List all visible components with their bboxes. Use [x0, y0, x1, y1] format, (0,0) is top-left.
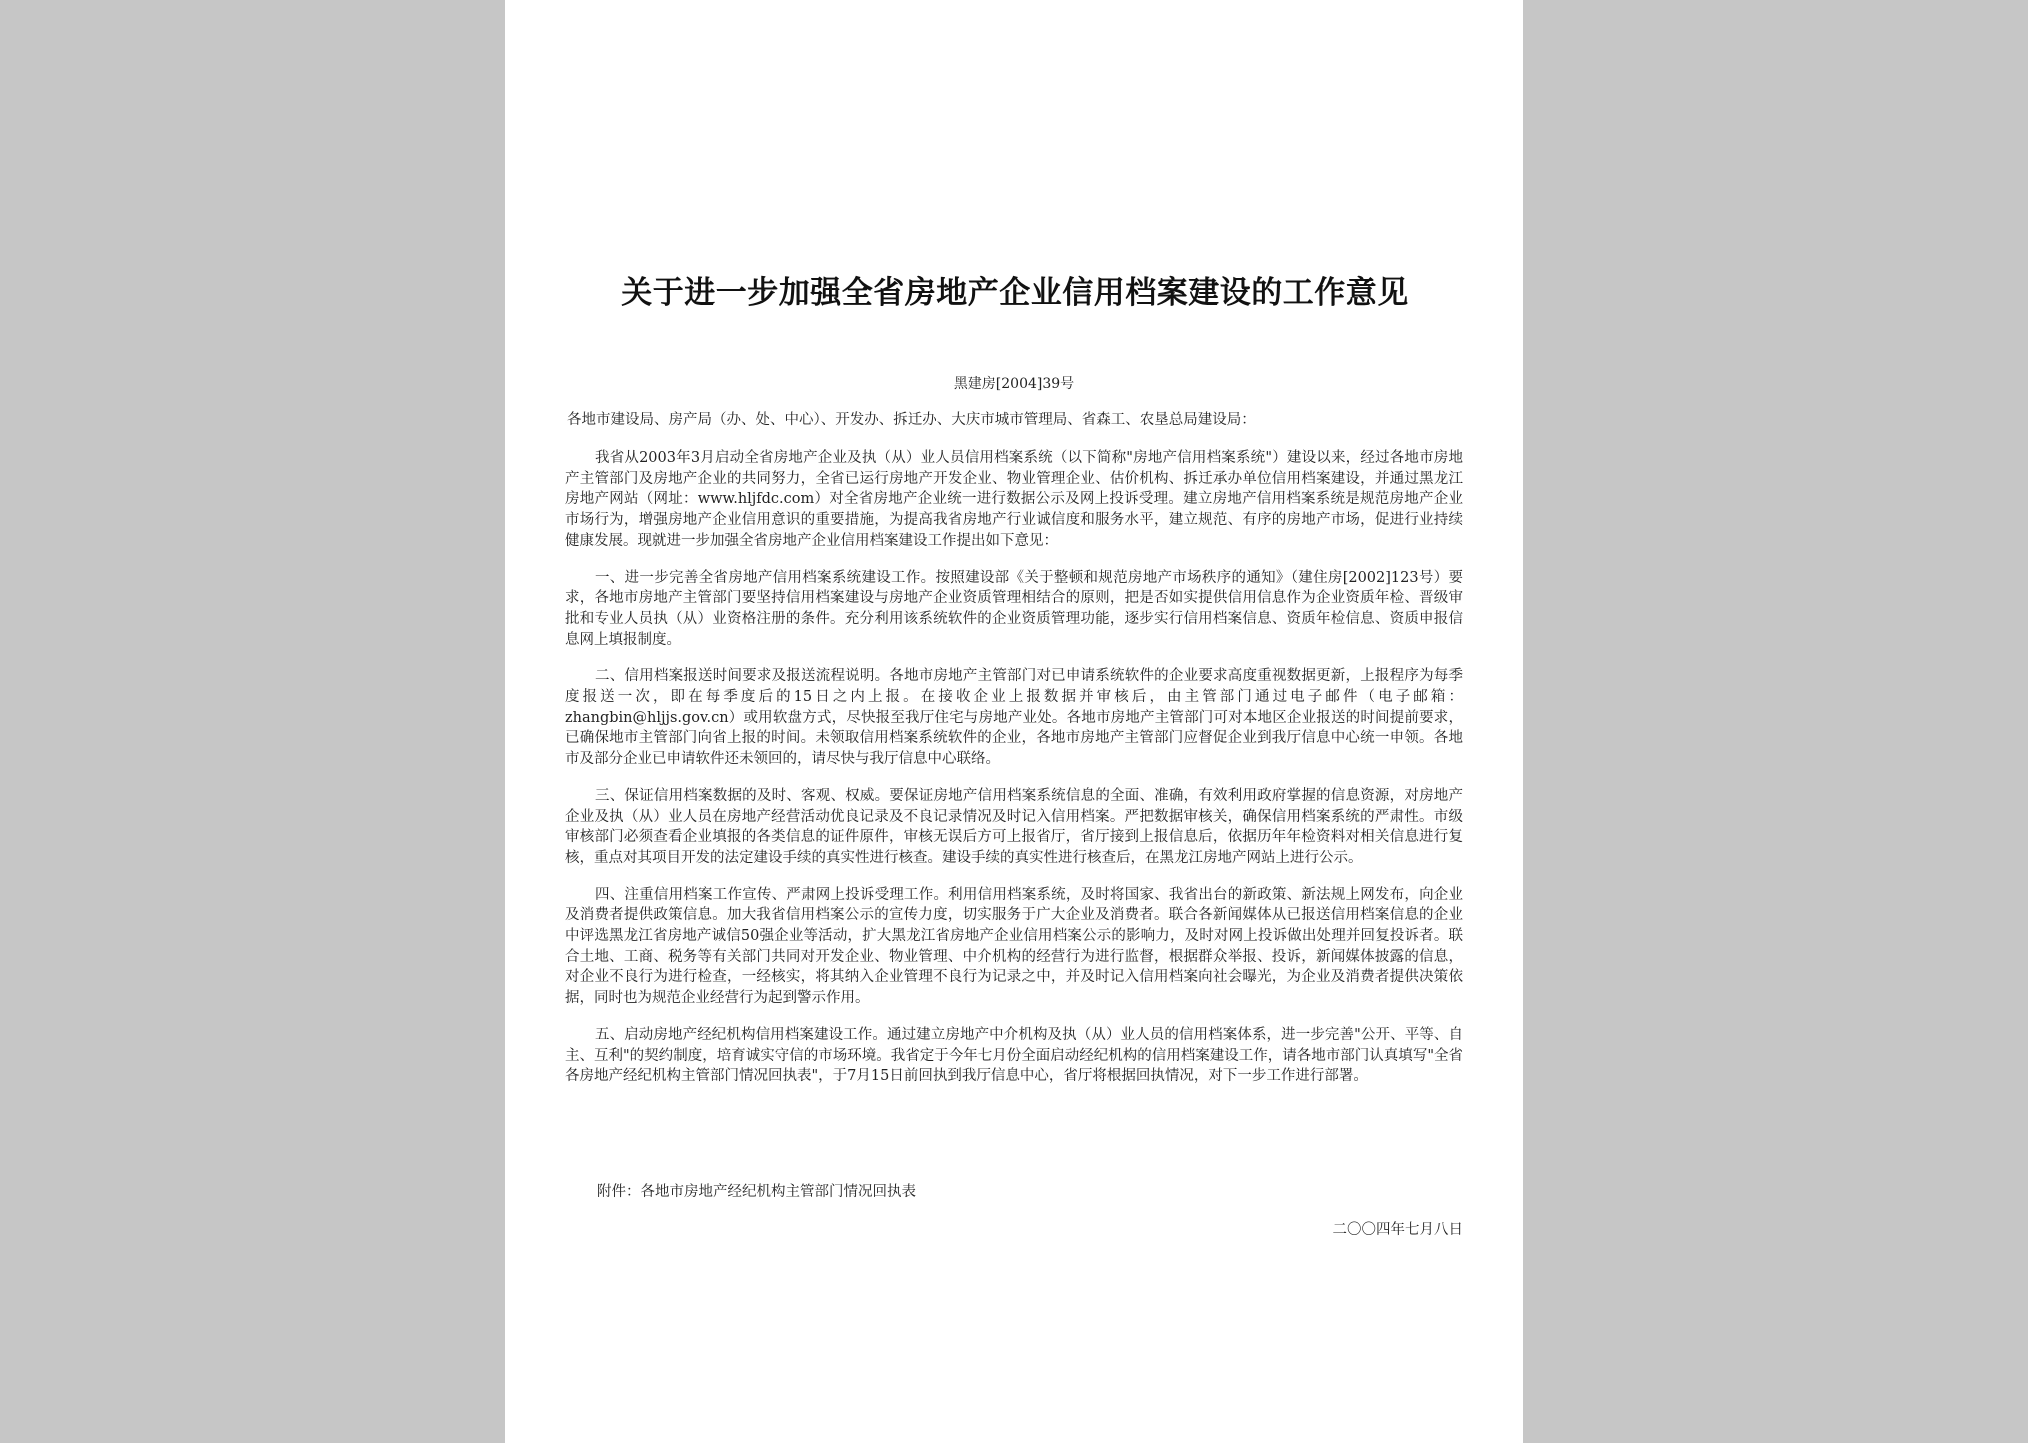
document-number: 黑建房[2004]39号: [953, 376, 1075, 392]
section-five-paragraph: 五、启动房地产经纪机构信用档案建设工作。通过建立房地产中介机构及执（从）业人员的信用档案体系，进一步完善"公开、平等、自主、互利"的契约制度，培育诚实守信的市场环境。我省定于今年七月份全面启动经纪机构的信用档案建设工作，请各地市部门认真填写"全省各房地产经纪机构主管部门情况回执表"，于7月15日前回执到我厅信息中心，省厅将根据回执情况，对下一步工作进行部署。: [565, 1026, 1463, 1085]
intro-paragraph: 我省从2003年3月启动全省房地产企业及执（从）业人员信用档案系统（以下简称"房地产信用档案系统"）建设以来，经过各地市房地产主管部门及房地产企业的共同努力，全省已运行房地产开发企业、物业管理企业、估价机构、拆迁承办单位信用档案建设，并通过黑龙江房地产网站（网址：www.hljfdc.com）对全省房地产企业统一进行数据公示及网上投诉受理。建立房地产信用档案系统是规范房地产企业市场行为，增强房地产企业信用意识的重要措施，为提高我省房地产行业诚信度和服务水平，建立规范、有序的房地产市场，促进行业持续健康发展。现就进一步加强全省房地产企业信用档案建设工作提出如下意见：: [565, 450, 1463, 549]
document-page: [505, 0, 1523, 1443]
section-three-paragraph: 三、保证信用档案数据的及时、客观、权威。要保证房地产信用档案系统信息的全面、准确，有效利用政府掌握的信息资源，对房地产企业及执（从）业人员在房地产经营活动优良记录及不良记录情况及时记入信用档案。严把数据审核关，确保信用档案系统的严肃性。市级审核部门必须查看企业填报的各类信息的证件原件，审核无误后方可上报省厅，省厅接到上报信息后，依据历年年检资料对相关信息进行复核，重点对其项目开发的法定建设手续的真实性进行核查。建设手续的真实性进行核查后，在黑龙江房地产网站上进行公示。: [565, 787, 1463, 866]
section-one-paragraph: 一、进一步完善全省房地产信用档案系统建设工作。按照建设部《关于整顿和规范房地产市场秩序的通知》（建住房[2002]123号）要求，各地市房地产主管部门要坚持信用档案建设与房地产企业资质管理相结合的原则，把是否如实提供信用信息作为企业资质年检、晋级审批和专业人员执（从）业资格注册的条件。充分利用该系统软件的企业资质管理功能，逐步实行信用档案信息、资质年检信息、资质申报信息网上填报制度。: [565, 569, 1463, 648]
document-title: 关于进一步加强全省房地产企业信用档案建设的工作意见: [621, 275, 1409, 311]
section-four-paragraph: 四、注重信用档案工作宣传、严肃网上投诉受理工作。利用信用档案系统，及时将国家、我省出台的新政策、新法规上网发布，向企业及消费者提供政策信息。加大我省信用档案公示的宣传力度，切实服务于广大企业及消费者。联合各新闻媒体从已报送信用档案信息的企业中评选黑龙江省房地产诚信50强企业等活动，扩大黑龙江省房地产企业信用档案公示的影响力，及时对网上投诉做出处理并回复投诉者。联合土地、工商、税务等有关部门共同对开发企业、物业管理、中介机构的经营行为进行监督，根据群众举报、投诉，新闻媒体披露的信息，对企业不良行为进行检查，一经核实，将其纳入企业管理不良行为记录之中，并及时记入信用档案向社会曝光，为企业及消费者提供决策依据，同时也为规范企业经营行为起到警示作用。: [565, 886, 1463, 1007]
document-body: [565, 448, 1463, 1103]
document-date: 二〇〇四年七月八日: [1332, 1222, 1463, 1238]
attachment-line: 附件：各地市房地产经纪机构主管部门情况回执表: [597, 1184, 916, 1200]
section-two-paragraph: 二、信用档案报送时间要求及报送流程说明。各地市房地产主管部门对已申请系统软件的企业要求高度重视数据更新，上报程序为每季度报送一次，即在每季度后的15日之内上报。在接收企业上报数据并审核后，由主管部门通过电子邮件（电子邮箱：zhangbin@hljjs.gov.cn）或用软盘方式，尽快报至我厅住宅与房地产业处。各地市房地产主管部门可对本地区企业报送的时间提前要求，已确保地市主管部门向省上报的时间。未领取信用档案系统软件的企业，各地市房地产主管部门应督促企业到我厅信息中心统一申领。各地市及部分企业已申请软件还未领回的，请尽快与我厅信息中心联络。: [565, 668, 1463, 768]
recipients-line: 各地市建设局、房产局（办、处、中心）、开发办、拆迁办、大庆市城市管理局、省森工、农垦总局建设局：: [567, 412, 1256, 428]
